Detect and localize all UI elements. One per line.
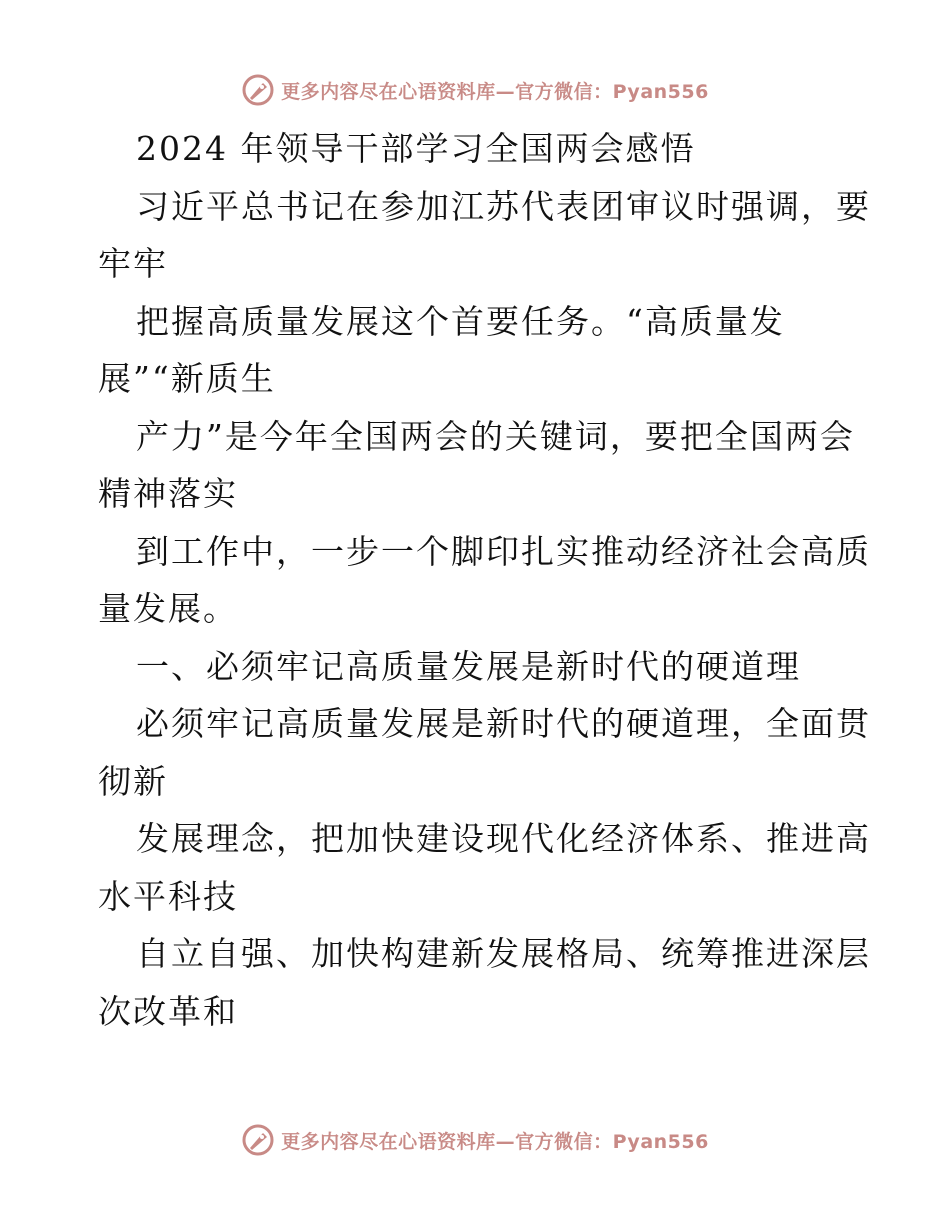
paragraph-line: 必须牢记高质量发展是新时代的硬道理，全面贯 — [136, 704, 871, 743]
watermark-text: 更多内容尽在心语资料库—官方微信：Pyan556 — [281, 80, 709, 103]
paragraph-line: 把握高质量发展这个首要任务。“高质量发 — [136, 301, 785, 341]
paragraph-line: 产力”是今年全国两会的关键词，要把全国两会 — [136, 416, 855, 456]
header-watermark — [0, 70, 950, 110]
watermark-text: 更多内容尽在心语资料库—官方微信：Pyan556 — [281, 1130, 709, 1153]
pen-nib-logo-icon — [241, 1123, 275, 1157]
paragraph-line: 展”“新质生 — [98, 359, 276, 398]
paragraph-line: 水平科技 — [98, 876, 238, 916]
paragraph-line: 发展理念，把加快建设现代化经济体系、推进高 — [136, 819, 871, 858]
pen-nib-logo-icon — [241, 73, 275, 107]
section-heading: 一、必须牢记高质量发展是新时代的硬道理 — [136, 646, 801, 686]
paragraph-line: 精神落实 — [98, 474, 238, 513]
paragraph-line: 次改革和 — [98, 991, 238, 1031]
paragraph-line: 自立自强、加快构建新发展格局、统筹推进深层 — [136, 934, 871, 973]
footer-watermark — [0, 1120, 950, 1160]
paragraph-line: 习近平总书记在参加江苏代表团审议时强调，要 — [136, 186, 871, 226]
document-body — [98, 120, 871, 1040]
paragraph-line: 到工作中，一步一个脚印扎实推动经济社会高质 — [136, 531, 871, 571]
paragraph-line: 牢牢 — [98, 244, 168, 283]
document-title: 2024 年领导干部学习全国两会感悟 — [136, 129, 696, 168]
paragraph-line: 彻新 — [98, 761, 168, 801]
paragraph-line: 量发展。 — [98, 589, 238, 628]
